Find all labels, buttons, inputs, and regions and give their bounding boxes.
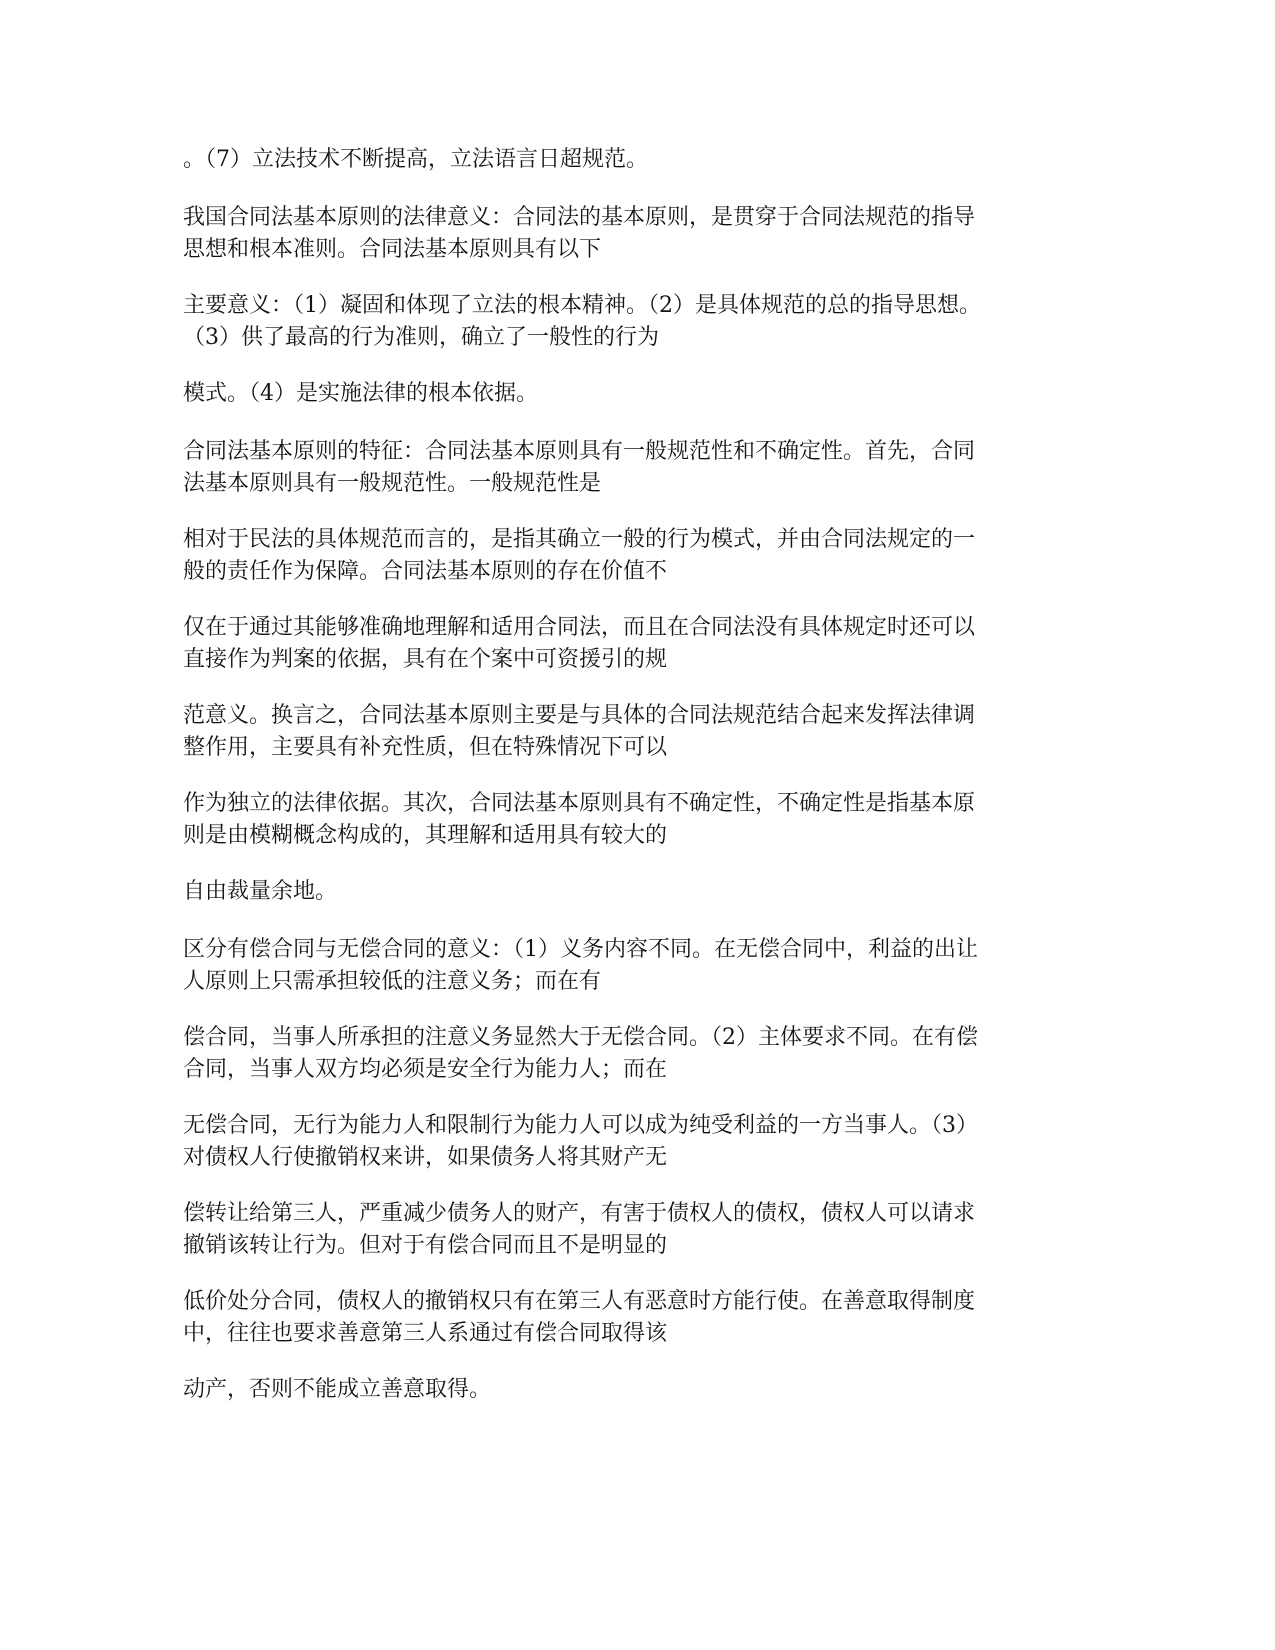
paragraph-3: 主要意义：（1）凝固和体现了立法的根本精神。（2）是具体规范的总的指导思想。 （3）供了最高的行为准则，确立了一般性的行为 bbox=[183, 293, 981, 350]
paragraph-11: 区分有偿合同与无偿合同的意义：（1）义务内容不同。在无偿合同中，利益的出让 人原则上只需承担较低的注意义务；而在有 bbox=[183, 937, 978, 994]
paragraph-1: 。（7）立法技术不断提高，立法语言日超规范。 bbox=[183, 147, 648, 172]
paragraph-14: 偿转让给第三人，严重减少债务人的财产，有害于债权人的债权，债权人可以请求 撤销该转让行为。但对于有偿合同而且不是明显的 bbox=[183, 1201, 976, 1258]
paragraph-9: 作为独立的法律依据。其次，合同法基本原则具有不确定性，不确定性是指基本原 则是由模糊概念构成的，其理解和适用具有较大的 bbox=[183, 791, 976, 848]
paragraph-8: 范意义。换言之，合同法基本原则主要是与具体的合同法规范结合起来发挥法律调 整作用，主要具有补充性质，但在特殊情况下可以 bbox=[183, 703, 976, 760]
paragraph-16: 动产，否则不能成立善意取得。 bbox=[183, 1377, 492, 1402]
paragraph-5: 合同法基本原则的特征：合同法基本原则具有一般规范性和不确定性。首先，合同 法基本原则具有一般规范性。一般规范性是 bbox=[183, 439, 976, 496]
paragraph-7: 仅在于通过其能够准确地理解和适用合同法，而且在合同法没有具体规定时还可以 直接作为判案的依据，具有在个案中可资援引的规 bbox=[183, 615, 976, 672]
paragraph-12: 偿合同，当事人所承担的注意义务显然大于无偿合同。（2）主体要求不同。在有偿 合同，当事人双方均必须是安全行为能力人；而在 bbox=[183, 1025, 978, 1082]
paragraph-10: 自由裁量余地。 bbox=[183, 879, 338, 904]
paragraph-13: 无偿合同，无行为能力人和限制行为能力人可以成为纯受利益的一方当事人。（3） 对债权人行使撤销权来讲，如果债务人将其财产无 bbox=[183, 1113, 978, 1170]
paragraph-4: 模式。（4）是实施法律的根本依据。 bbox=[183, 381, 538, 406]
paragraph-15: 低价处分合同，债权人的撤销权只有在第三人有恶意时方能行使。在善意取得制度 中，往往也要求善意第三人系通过有偿合同取得该 bbox=[183, 1289, 976, 1346]
paragraph-6: 相对于民法的具体规范而言的，是指其确立一般的行为模式，并由合同法规定的一 般的责任作为保障。合同法基本原则的存在价值不 bbox=[183, 527, 976, 584]
paragraph-2: 我国合同法基本原则的法律意义：合同法的基本原则，是贯穿于合同法规范的指导 思想和根本准则。合同法基本原则具有以下 bbox=[183, 205, 976, 262]
